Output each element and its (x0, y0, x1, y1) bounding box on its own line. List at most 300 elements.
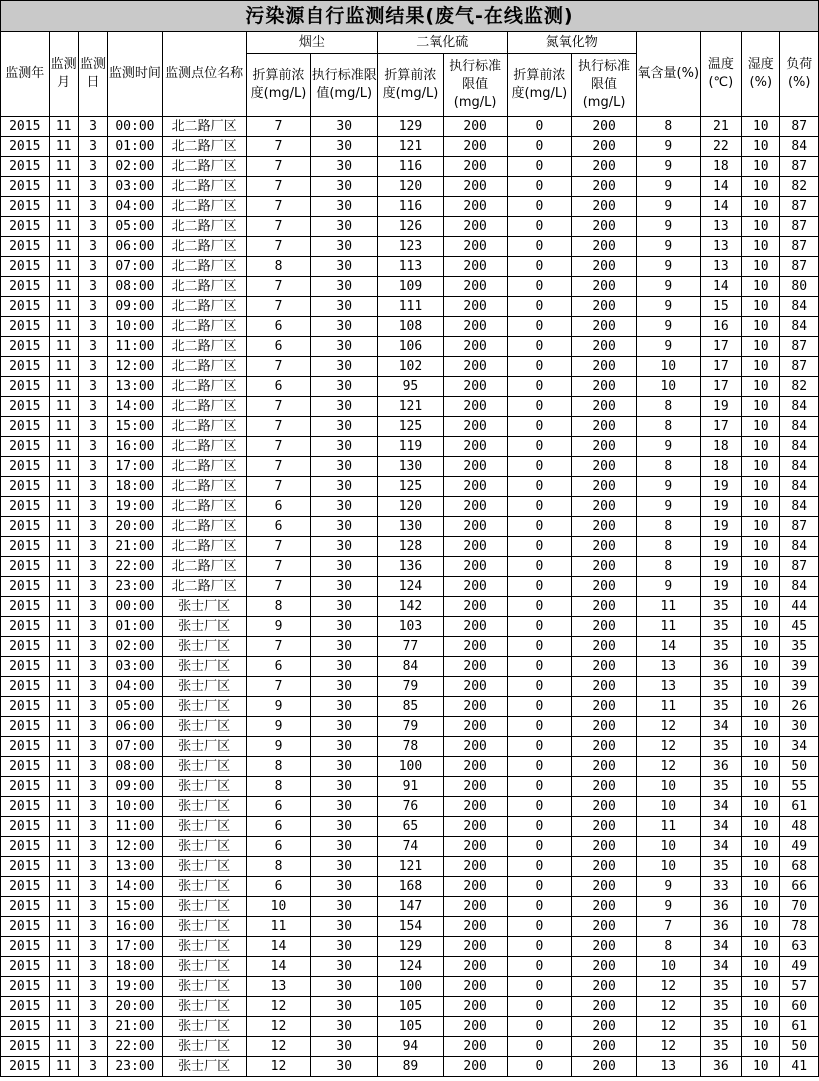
cell-temperature: 19 (700, 497, 741, 517)
cell-so2-limit: 200 (443, 917, 507, 937)
cell-site: 北二路厂区 (162, 317, 246, 337)
cell-nox-concentration: 0 (507, 677, 572, 697)
cell-year: 2015 (1, 537, 50, 557)
cell-load: 82 (780, 177, 819, 197)
cell-so2-concentration: 121 (378, 397, 444, 417)
cell-nox-limit: 200 (572, 917, 637, 937)
cell-humidity: 10 (742, 857, 780, 877)
header-so2-concentration: 折算前浓度(mg/L) (378, 54, 444, 117)
cell-year: 2015 (1, 417, 50, 437)
cell-site: 北二路厂区 (162, 137, 246, 157)
cell-nox-limit: 200 (572, 617, 637, 637)
cell-temperature: 36 (700, 917, 741, 937)
cell-dust-limit: 30 (311, 717, 378, 737)
cell-day: 3 (78, 557, 107, 577)
cell-temperature: 17 (700, 337, 741, 357)
cell-temperature: 34 (700, 837, 741, 857)
table-row (1, 957, 819, 977)
cell-nox-concentration: 0 (507, 317, 572, 337)
cell-temperature: 35 (700, 1037, 741, 1057)
cell-so2-concentration: 85 (378, 697, 444, 717)
cell-time: 00:00 (108, 117, 163, 137)
cell-nox-limit: 200 (572, 317, 637, 337)
cell-site: 北二路厂区 (162, 277, 246, 297)
cell-load: 84 (780, 457, 819, 477)
cell-year: 2015 (1, 457, 50, 477)
cell-month: 11 (49, 577, 78, 597)
cell-so2-concentration: 128 (378, 537, 444, 557)
cell-oxygen: 12 (636, 717, 700, 737)
cell-humidity: 10 (742, 397, 780, 417)
cell-site: 张士厂区 (162, 737, 246, 757)
cell-nox-concentration: 0 (507, 1057, 572, 1077)
cell-load: 30 (780, 717, 819, 737)
cell-site: 北二路厂区 (162, 357, 246, 377)
cell-year: 2015 (1, 797, 50, 817)
cell-month: 11 (49, 997, 78, 1017)
cell-site: 张士厂区 (162, 637, 246, 657)
cell-dust-concentration: 7 (246, 117, 311, 137)
cell-dust-concentration: 6 (246, 337, 311, 357)
cell-dust-limit: 30 (311, 377, 378, 397)
cell-so2-limit: 200 (443, 397, 507, 417)
cell-so2-concentration: 113 (378, 257, 444, 277)
cell-day: 3 (78, 697, 107, 717)
cell-dust-concentration: 7 (246, 177, 311, 197)
table-row (1, 437, 819, 457)
cell-load: 84 (780, 297, 819, 317)
cell-site: 北二路厂区 (162, 257, 246, 277)
cell-nox-concentration: 0 (507, 397, 572, 417)
cell-so2-concentration: 124 (378, 957, 444, 977)
header-humidity: 湿度(%) (742, 32, 780, 117)
cell-nox-limit: 200 (572, 297, 637, 317)
cell-so2-limit: 200 (443, 137, 507, 157)
cell-so2-limit: 200 (443, 697, 507, 717)
cell-temperature: 19 (700, 517, 741, 537)
cell-load: 70 (780, 897, 819, 917)
cell-humidity: 10 (742, 417, 780, 437)
cell-load: 44 (780, 597, 819, 617)
cell-humidity: 10 (742, 457, 780, 477)
cell-nox-limit: 200 (572, 597, 637, 617)
cell-oxygen: 9 (636, 177, 700, 197)
cell-day: 3 (78, 297, 107, 317)
cell-time: 20:00 (108, 997, 163, 1017)
cell-so2-concentration: 120 (378, 177, 444, 197)
cell-day: 3 (78, 577, 107, 597)
cell-month: 11 (49, 457, 78, 477)
cell-nox-limit: 200 (572, 857, 637, 877)
cell-nox-concentration: 0 (507, 517, 572, 537)
table-row (1, 277, 819, 297)
cell-temperature: 18 (700, 157, 741, 177)
cell-temperature: 35 (700, 697, 741, 717)
cell-oxygen: 10 (636, 837, 700, 857)
cell-month: 11 (49, 877, 78, 897)
cell-dust-limit: 30 (311, 837, 378, 857)
header-nox-concentration: 折算前浓度(mg/L) (507, 54, 572, 117)
cell-oxygen: 10 (636, 777, 700, 797)
table-row (1, 697, 819, 717)
cell-dust-limit: 30 (311, 317, 378, 337)
cell-year: 2015 (1, 117, 50, 137)
cell-nox-limit: 200 (572, 417, 637, 437)
cell-load: 82 (780, 377, 819, 397)
cell-load: 87 (780, 357, 819, 377)
cell-oxygen: 8 (636, 537, 700, 557)
cell-oxygen: 9 (636, 577, 700, 597)
cell-temperature: 36 (700, 757, 741, 777)
cell-so2-concentration: 125 (378, 417, 444, 437)
cell-temperature: 35 (700, 977, 741, 997)
cell-nox-limit: 200 (572, 177, 637, 197)
cell-so2-concentration: 154 (378, 917, 444, 937)
cell-nox-concentration: 0 (507, 957, 572, 977)
cell-time: 05:00 (108, 697, 163, 717)
cell-so2-concentration: 91 (378, 777, 444, 797)
cell-humidity: 10 (742, 737, 780, 757)
cell-humidity: 10 (742, 177, 780, 197)
table-header (1, 32, 819, 117)
table-row (1, 997, 819, 1017)
cell-dust-concentration: 8 (246, 597, 311, 617)
table-row (1, 1057, 819, 1077)
cell-so2-concentration: 121 (378, 857, 444, 877)
cell-so2-concentration: 130 (378, 517, 444, 537)
cell-dust-concentration: 9 (246, 697, 311, 717)
cell-humidity: 10 (742, 937, 780, 957)
cell-time: 09:00 (108, 777, 163, 797)
cell-so2-concentration: 89 (378, 1057, 444, 1077)
cell-time: 14:00 (108, 877, 163, 897)
cell-humidity: 10 (742, 317, 780, 337)
cell-dust-concentration: 7 (246, 357, 311, 377)
cell-humidity: 10 (742, 237, 780, 257)
cell-year: 2015 (1, 397, 50, 417)
cell-so2-limit: 200 (443, 117, 507, 137)
cell-year: 2015 (1, 497, 50, 517)
cell-day: 3 (78, 777, 107, 797)
cell-month: 11 (49, 137, 78, 157)
cell-temperature: 35 (700, 637, 741, 657)
cell-day: 3 (78, 817, 107, 837)
cell-nox-concentration: 0 (507, 797, 572, 817)
cell-year: 2015 (1, 697, 50, 717)
table-row (1, 497, 819, 517)
cell-nox-concentration: 0 (507, 217, 572, 237)
cell-oxygen: 9 (636, 337, 700, 357)
cell-site: 张士厂区 (162, 777, 246, 797)
cell-so2-limit: 200 (443, 337, 507, 357)
cell-dust-concentration: 12 (246, 997, 311, 1017)
cell-nox-concentration: 0 (507, 277, 572, 297)
cell-temperature: 13 (700, 257, 741, 277)
cell-dust-limit: 30 (311, 277, 378, 297)
cell-nox-concentration: 0 (507, 977, 572, 997)
cell-nox-concentration: 0 (507, 997, 572, 1017)
cell-nox-limit: 200 (572, 557, 637, 577)
cell-temperature: 16 (700, 317, 741, 337)
cell-dust-limit: 30 (311, 497, 378, 517)
cell-site: 北二路厂区 (162, 337, 246, 357)
cell-oxygen: 9 (636, 277, 700, 297)
header-group-nox: 氮氧化物 (507, 32, 636, 54)
table-row (1, 377, 819, 397)
cell-temperature: 17 (700, 417, 741, 437)
cell-month: 11 (49, 297, 78, 317)
cell-time: 23:00 (108, 1057, 163, 1077)
cell-nox-concentration: 0 (507, 1037, 572, 1057)
cell-nox-limit: 200 (572, 257, 637, 277)
table-row (1, 757, 819, 777)
cell-temperature: 19 (700, 537, 741, 557)
cell-load: 61 (780, 797, 819, 817)
cell-so2-concentration: 84 (378, 657, 444, 677)
cell-nox-limit: 200 (572, 377, 637, 397)
cell-so2-limit: 200 (443, 297, 507, 317)
cell-nox-concentration: 0 (507, 577, 572, 597)
cell-temperature: 14 (700, 177, 741, 197)
cell-load: 87 (780, 197, 819, 217)
cell-so2-concentration: 147 (378, 897, 444, 917)
cell-dust-concentration: 7 (246, 157, 311, 177)
cell-dust-limit: 30 (311, 257, 378, 277)
table-row (1, 737, 819, 757)
table-row (1, 577, 819, 597)
cell-temperature: 14 (700, 277, 741, 297)
cell-day: 3 (78, 357, 107, 377)
cell-humidity: 10 (742, 1057, 780, 1077)
cell-temperature: 13 (700, 237, 741, 257)
cell-dust-concentration: 6 (246, 817, 311, 837)
cell-so2-limit: 200 (443, 617, 507, 637)
cell-temperature: 14 (700, 197, 741, 217)
cell-so2-concentration: 129 (378, 117, 444, 137)
cell-humidity: 10 (742, 537, 780, 557)
table-row (1, 257, 819, 277)
cell-oxygen: 9 (636, 477, 700, 497)
cell-load: 48 (780, 817, 819, 837)
cell-time: 21:00 (108, 537, 163, 557)
cell-so2-concentration: 136 (378, 557, 444, 577)
cell-dust-limit: 30 (311, 557, 378, 577)
cell-humidity: 10 (742, 897, 780, 917)
cell-dust-limit: 30 (311, 777, 378, 797)
cell-so2-limit: 200 (443, 537, 507, 557)
cell-time: 17:00 (108, 937, 163, 957)
cell-day: 3 (78, 157, 107, 177)
cell-dust-concentration: 14 (246, 937, 311, 957)
cell-temperature: 36 (700, 1057, 741, 1077)
cell-time: 12:00 (108, 837, 163, 857)
cell-month: 11 (49, 617, 78, 637)
cell-humidity: 10 (742, 717, 780, 737)
cell-nox-concentration: 0 (507, 437, 572, 457)
cell-dust-limit: 30 (311, 697, 378, 717)
cell-time: 19:00 (108, 977, 163, 997)
cell-load: 87 (780, 517, 819, 537)
cell-nox-concentration: 0 (507, 657, 572, 677)
cell-so2-concentration: 126 (378, 217, 444, 237)
table-row (1, 877, 819, 897)
cell-load: 87 (780, 557, 819, 577)
cell-month: 11 (49, 837, 78, 857)
cell-site: 张士厂区 (162, 1057, 246, 1077)
cell-oxygen: 9 (636, 497, 700, 517)
cell-oxygen: 12 (636, 1037, 700, 1057)
cell-nox-limit: 200 (572, 677, 637, 697)
cell-nox-concentration: 0 (507, 417, 572, 437)
cell-time: 01:00 (108, 137, 163, 157)
cell-dust-limit: 30 (311, 337, 378, 357)
cell-load: 60 (780, 997, 819, 1017)
cell-oxygen: 9 (636, 877, 700, 897)
cell-month: 11 (49, 237, 78, 257)
cell-humidity: 10 (742, 697, 780, 717)
cell-dust-concentration: 7 (246, 277, 311, 297)
cell-dust-limit: 30 (311, 417, 378, 437)
cell-humidity: 10 (742, 597, 780, 617)
cell-year: 2015 (1, 477, 50, 497)
cell-load: 34 (780, 737, 819, 757)
cell-dust-limit: 30 (311, 617, 378, 637)
cell-time: 17:00 (108, 457, 163, 477)
cell-so2-limit: 200 (443, 837, 507, 857)
cell-load: 87 (780, 237, 819, 257)
cell-day: 3 (78, 277, 107, 297)
cell-load: 84 (780, 397, 819, 417)
cell-dust-limit: 30 (311, 737, 378, 757)
cell-month: 11 (49, 377, 78, 397)
cell-site: 北二路厂区 (162, 417, 246, 437)
cell-nox-limit: 200 (572, 577, 637, 597)
cell-year: 2015 (1, 957, 50, 977)
cell-month: 11 (49, 777, 78, 797)
cell-month: 11 (49, 277, 78, 297)
cell-load: 84 (780, 417, 819, 437)
cell-dust-limit: 30 (311, 897, 378, 917)
cell-so2-limit: 200 (443, 157, 507, 177)
cell-site: 北二路厂区 (162, 437, 246, 457)
cell-year: 2015 (1, 757, 50, 777)
cell-nox-limit: 200 (572, 1017, 637, 1037)
cell-so2-limit: 200 (443, 197, 507, 217)
cell-nox-concentration: 0 (507, 597, 572, 617)
cell-day: 3 (78, 617, 107, 637)
cell-year: 2015 (1, 657, 50, 677)
table-row (1, 797, 819, 817)
cell-humidity: 10 (742, 117, 780, 137)
cell-so2-limit: 200 (443, 1017, 507, 1037)
cell-humidity: 10 (742, 557, 780, 577)
header-dust-limit: 执行标准限值(mg/L) (311, 54, 378, 117)
cell-so2-limit: 200 (443, 797, 507, 817)
cell-so2-concentration: 79 (378, 717, 444, 737)
cell-month: 11 (49, 957, 78, 977)
cell-nox-limit: 200 (572, 1037, 637, 1057)
cell-site: 张士厂区 (162, 657, 246, 677)
cell-humidity: 10 (742, 577, 780, 597)
cell-year: 2015 (1, 1017, 50, 1037)
cell-site: 张士厂区 (162, 897, 246, 917)
cell-dust-concentration: 7 (246, 557, 311, 577)
cell-nox-concentration: 0 (507, 817, 572, 837)
cell-month: 11 (49, 737, 78, 757)
cell-load: 39 (780, 677, 819, 697)
cell-dust-concentration: 6 (246, 517, 311, 537)
cell-so2-limit: 200 (443, 877, 507, 897)
cell-nox-limit: 200 (572, 937, 637, 957)
table-row (1, 1037, 819, 1057)
cell-nox-concentration: 0 (507, 857, 572, 877)
cell-so2-limit: 200 (443, 177, 507, 197)
cell-dust-limit: 30 (311, 877, 378, 897)
cell-day: 3 (78, 997, 107, 1017)
cell-temperature: 18 (700, 457, 741, 477)
table-row (1, 217, 819, 237)
cell-dust-concentration: 9 (246, 617, 311, 637)
cell-dust-concentration: 7 (246, 457, 311, 477)
header-month: 监测月 (49, 32, 78, 117)
cell-year: 2015 (1, 877, 50, 897)
cell-nox-limit: 200 (572, 157, 637, 177)
header-nox-limit: 执行标准限值(mg/L) (572, 54, 637, 117)
cell-dust-limit: 30 (311, 797, 378, 817)
cell-humidity: 10 (742, 977, 780, 997)
cell-oxygen: 8 (636, 517, 700, 537)
cell-dust-concentration: 8 (246, 757, 311, 777)
cell-month: 11 (49, 477, 78, 497)
cell-humidity: 10 (742, 797, 780, 817)
cell-humidity: 10 (742, 877, 780, 897)
cell-time: 07:00 (108, 737, 163, 757)
cell-oxygen: 9 (636, 237, 700, 257)
cell-humidity: 10 (742, 917, 780, 937)
cell-nox-limit: 200 (572, 517, 637, 537)
cell-dust-concentration: 6 (246, 797, 311, 817)
cell-site: 北二路厂区 (162, 577, 246, 597)
cell-dust-limit: 30 (311, 957, 378, 977)
cell-temperature: 19 (700, 557, 741, 577)
cell-oxygen: 9 (636, 137, 700, 157)
cell-load: 87 (780, 257, 819, 277)
cell-so2-limit: 200 (443, 557, 507, 577)
cell-oxygen: 8 (636, 557, 700, 577)
cell-dust-concentration: 6 (246, 317, 311, 337)
cell-oxygen: 8 (636, 117, 700, 137)
cell-time: 07:00 (108, 257, 163, 277)
cell-nox-concentration: 0 (507, 1017, 572, 1037)
table-row (1, 177, 819, 197)
cell-site: 北二路厂区 (162, 177, 246, 197)
table-row (1, 357, 819, 377)
cell-day: 3 (78, 957, 107, 977)
cell-dust-limit: 30 (311, 157, 378, 177)
cell-year: 2015 (1, 357, 50, 377)
table-row (1, 777, 819, 797)
cell-load: 35 (780, 637, 819, 657)
cell-month: 11 (49, 1057, 78, 1077)
cell-humidity: 10 (742, 657, 780, 677)
cell-oxygen: 9 (636, 197, 700, 217)
cell-dust-limit: 30 (311, 937, 378, 957)
cell-month: 11 (49, 317, 78, 337)
cell-dust-concentration: 12 (246, 1037, 311, 1057)
table-row (1, 817, 819, 837)
cell-dust-concentration: 7 (246, 417, 311, 437)
cell-temperature: 22 (700, 137, 741, 157)
